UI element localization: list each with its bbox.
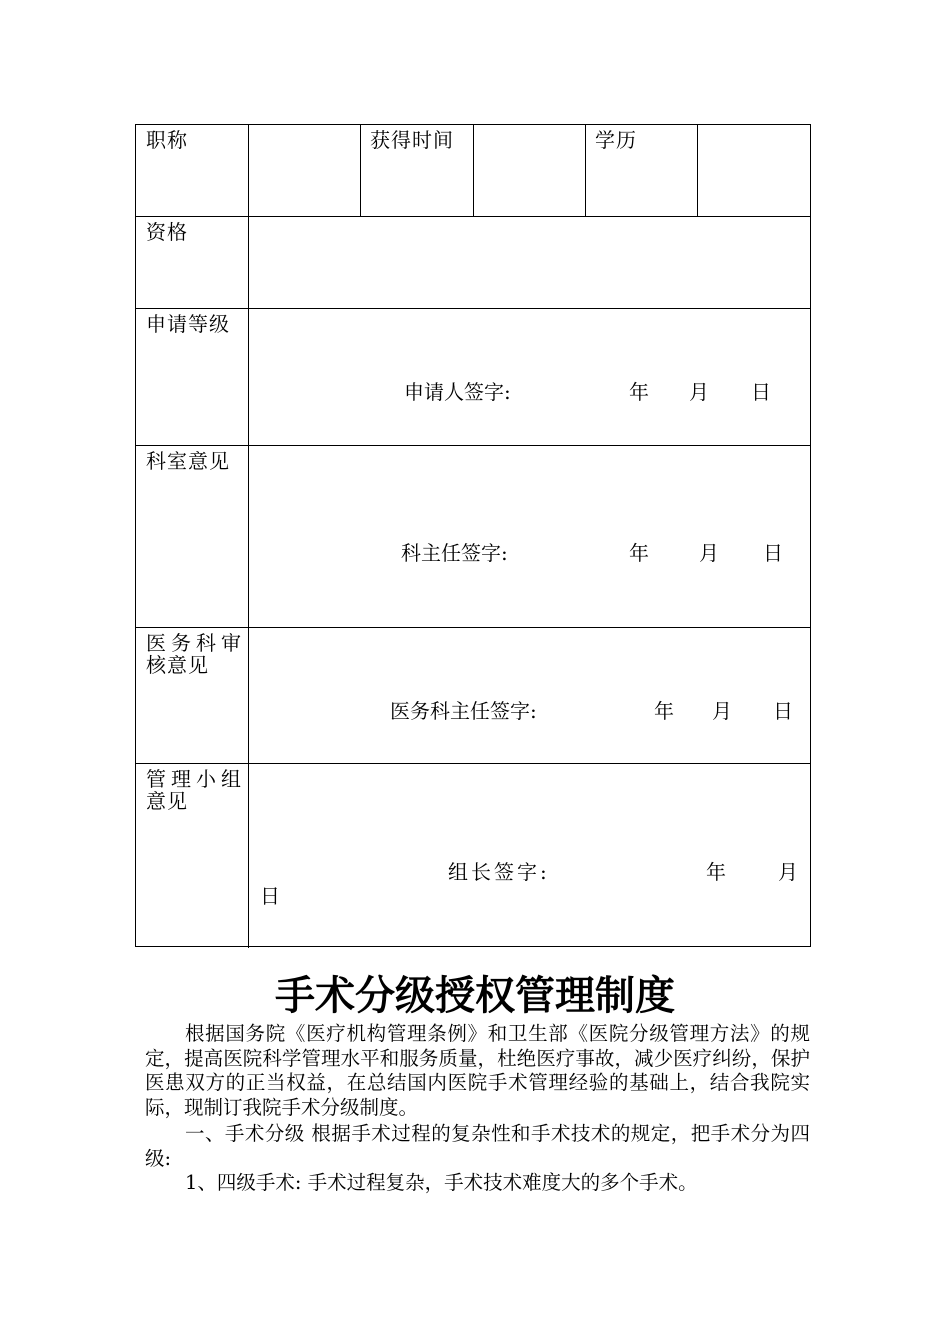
group-leader-signature-label: 组长签字: <box>448 860 550 884</box>
medical-head-signature-label: 医务科主任签字: <box>390 699 537 723</box>
department-date-day: 日 <box>763 541 783 565</box>
department-opinion-label: 科室意见 <box>146 449 230 473</box>
row-group-opinion <box>136 764 810 948</box>
department-date-month: 月 <box>699 541 719 565</box>
applicant-date-month: 月 <box>689 380 709 404</box>
group-date-year: 年 <box>706 860 726 884</box>
applicant-date-year: 年 <box>629 380 649 404</box>
medical-date-year: 年 <box>654 699 674 723</box>
department-date-year: 年 <box>629 541 649 565</box>
authorization-form-table <box>135 124 811 947</box>
group-date-day: 日 <box>260 884 280 908</box>
row-apply-level <box>136 309 810 446</box>
row-department-opinion <box>136 446 810 628</box>
applicant-signature-label: 申请人签字: <box>404 380 511 404</box>
applicant-date-day: 日 <box>751 380 771 404</box>
title-label: 职称 <box>146 128 188 152</box>
medical-date-month: 月 <box>712 699 732 723</box>
row-medical-review <box>136 628 810 764</box>
department-head-signature-label: 科主任签字: <box>401 541 508 565</box>
obtain-time-label: 获得时间 <box>370 128 454 152</box>
paragraph-section-one: 一、手术分级 根据手术过程的复杂性和手术技术的规定，把手术分为四级: <box>145 1122 810 1170</box>
paragraph-intro: 根据国务院《医疗机构管理条例》和卫生部《医院分级管理方法》的规定，提高医院科学管理水平和服务质量，杜绝医疗事故，减少医疗纠纷，保护医患双方的正当权益，在总结国内医院手术管理经验的基础上，结合我院实际，现制订我院手术分级制度。 <box>145 1022 810 1119</box>
paragraph-level-four: 1、四级手术: 手术过程复杂，手术技术难度大的多个手术。 <box>185 1171 698 1194</box>
apply-level-label: 申请等级 <box>146 312 230 336</box>
qualification-label: 资格 <box>146 220 188 244</box>
row-qualification <box>136 217 810 309</box>
document-title: 手术分级授权管理制度 <box>275 973 675 1019</box>
row-title-education <box>136 125 810 217</box>
medical-review-label: 医务科审核意见 <box>146 631 242 677</box>
education-label: 学历 <box>595 128 637 152</box>
medical-date-day: 日 <box>773 699 793 723</box>
group-opinion-label: 管理小组意见 <box>146 767 242 813</box>
group-date-month: 月 <box>778 860 798 884</box>
